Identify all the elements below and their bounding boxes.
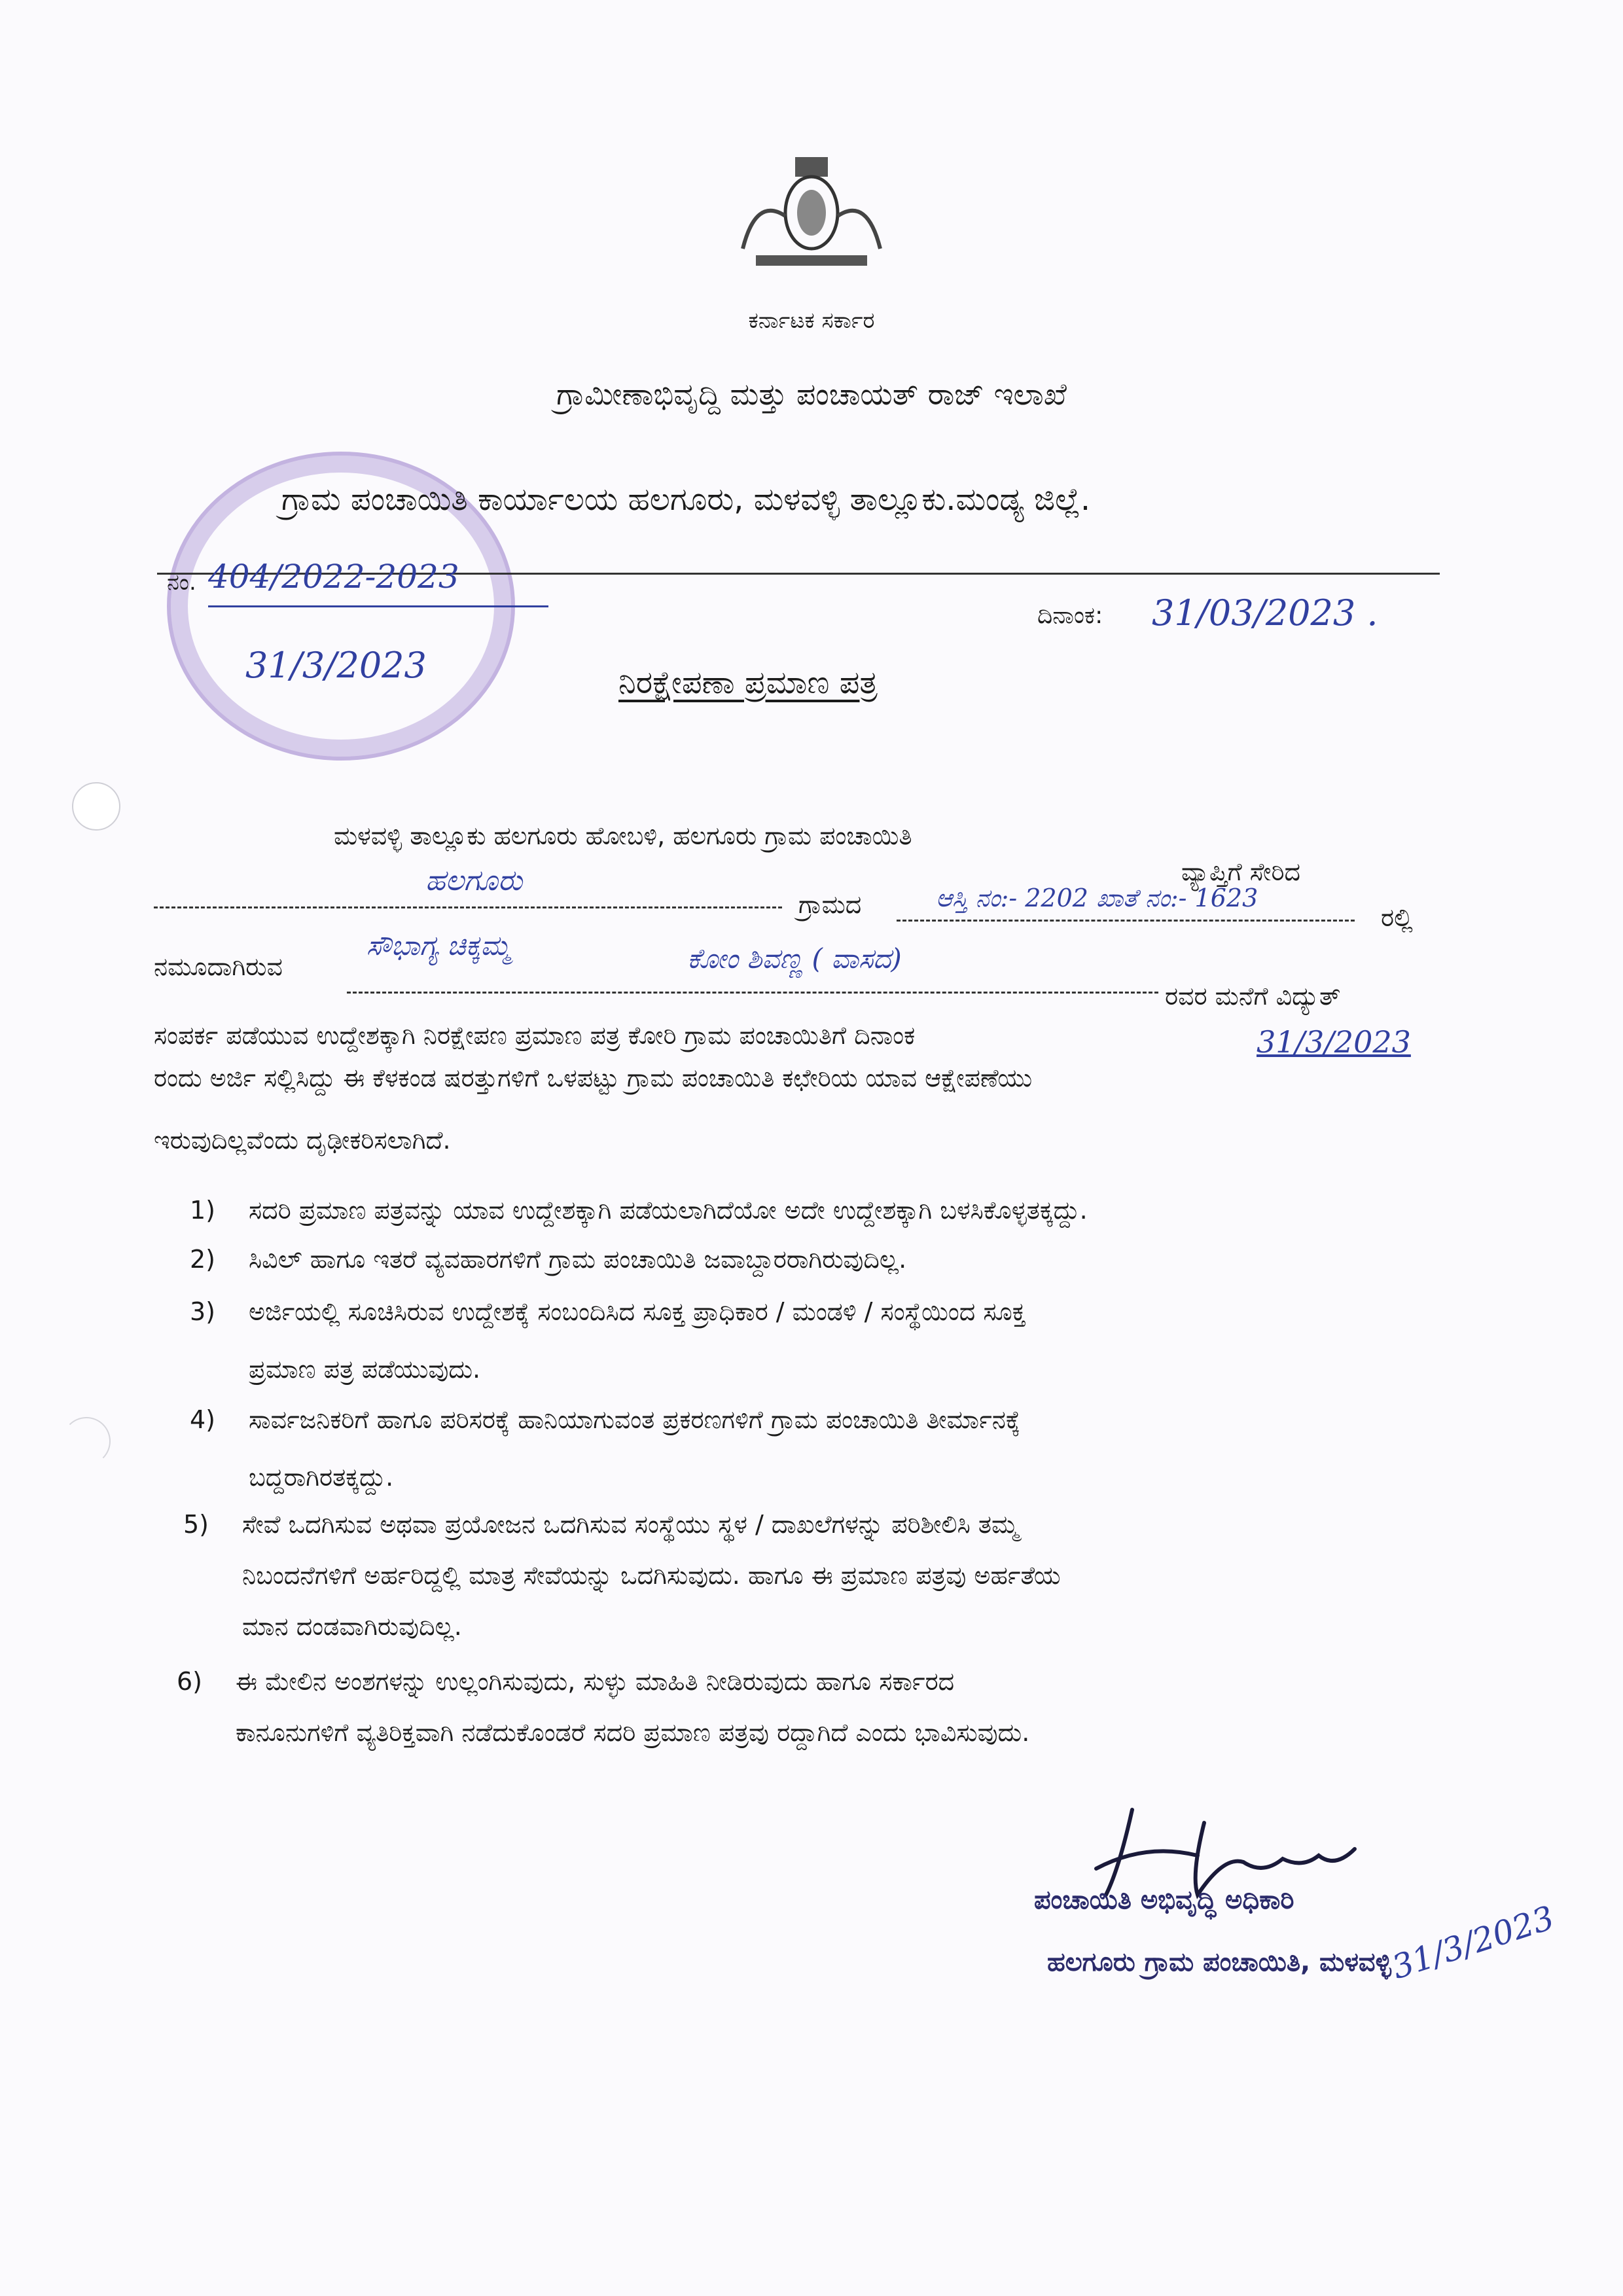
condition-text: ಸದರಿ ಪ್ರಮಾಣ ಪತ್ರವನ್ನು ಯಾವ ಉದ್ದೇಶಕ್ಕಾಗಿ ಪಡೆಯಲಾಗಿದೆಯೋ ಅದೇ ಉದ್ದೇಶಕ್ಕಾಗಿ ಬಳಸಿಕೊಳ್ಳತಕ್ಕದ್ದು. xyxy=(249,1196,1088,1225)
condition-number: 1) xyxy=(190,1196,216,1225)
condition-text: ಅರ್ಜಿಯಲ್ಲಿ ಸೂಚಿಸಿರುವ ಉದ್ದೇಶಕ್ಕೆ ಸಂಬಂದಿಸಿದ ಸೂಕ್ತ ಪ್ರಾಧಿಕಾರ / ಮಂಡಳಿ / ಸಂಸ್ಥೆಯಿಂದ ಸೂಕ್ತ xyxy=(249,1297,1026,1326)
karnataka-emblem-icon xyxy=(730,157,893,275)
body-line: ರಂದು ಅರ್ಜಿ ಸಲ್ಲಿಸಿದ್ದು ಈ ಕೆಳಕಂಡ ಷರತ್ತುಗಳಿಗೆ ಒಳಪಟ್ಟು ಗ್ರಾಮ ಪಂಚಾಯಿತಿ ಕಛೇರಿಯ ಯಾವ ಆಕ್ಷೇಪಣೆಯು xyxy=(154,1064,1033,1092)
signatory-title: ಪಂಚಾಯಿತಿ ಅಭಿವೃದ್ಧಿ ಅಧಿಕಾರಿ xyxy=(1034,1885,1294,1915)
punch-hole xyxy=(62,1417,111,1465)
application-date: 31/3/2023 xyxy=(1257,1024,1411,1060)
body-line: ಸಂಪರ್ಕ ಪಡೆಯುವ ಉದ್ದೇಶಕ್ಕಾಗಿ ನಿರಕ್ಷೇಪಣ ಪ್ರಮಾಣ ಪತ್ರ ಕೋರಿ ಗ್ರಾಮ ಪಂಚಾಯಿತಿಗೆ ದಿನಾಂಕ xyxy=(154,1021,916,1050)
condition-text: ಮಾನ ದಂಡವಾಗಿರುವುದಿಲ್ಲ. xyxy=(242,1612,462,1641)
signatory-office: ಹಲಗೂರು ಗ್ರಾಮ ಪಂಚಾಯಿತಿ, ಮಳವಳ್ಳಿ xyxy=(1047,1947,1391,1977)
body-line: ರವರ ಮನೆಗೆ ವಿದ್ಯುತ್ xyxy=(1165,982,1341,1011)
property-blank xyxy=(897,920,1355,922)
condition-item xyxy=(183,1505,1061,1645)
reference-no-value: 404/2022-2023 xyxy=(208,558,459,596)
condition-text: ಸೇವೆ ಒದಗಿಸುವ ಅಥವಾ ಪ್ರಯೋಜನ ಒದಗಿಸುವ ಸಂಸ್ಥೆಯು ಸ್ಥಳ / ದಾಖಲೆಗಳನ್ನು ಪರಿಶೀಲಿಸಿ ತಮ್ಮ xyxy=(242,1510,1019,1539)
condition-item xyxy=(190,1293,1026,1388)
date-label: ದಿನಾಂಕ: xyxy=(1037,602,1103,629)
condition-item xyxy=(190,1240,906,1278)
reference-no-label: ನಂ. xyxy=(167,569,196,596)
government-name: ಕರ್ನಾಟಕ ಸರ್ಕಾರ xyxy=(748,308,875,334)
condition-text: ಸಿವಿಲ್ ಹಾಗೂ ಇತರೆ ವ್ಯವಹಾರಗಳಿಗೆ ಗ್ರಾಮ ಪಂಚಾಯಿತಿ ಜವಾಬ್ದಾರರಾಗಿರುವುದಿಲ್ಲ. xyxy=(249,1245,907,1274)
condition-text: ಈ ಮೇಲಿನ ಅಂಶಗಳನ್ನು ಉಲ್ಲಂಗಿಸುವುದು, ಸುಳ್ಳು ಮಾಹಿತಿ ನೀಡಿರುವುದು ಹಾಗೂ ಸರ್ಕಾರದ xyxy=(236,1667,955,1696)
owner-name: ಸೌಭಾಗ್ಯ ಚಿಕ್ಕಮ್ಮ xyxy=(366,929,511,961)
condition-text: ಕಾನೂನುಗಳಿಗೆ ವ್ಯತಿರಿಕ್ತವಾಗಿ ನಡೆದುಕೊಂಡರೆ ಸದರಿ ಪ್ರಮಾಣ ಪತ್ರವು ರದ್ದಾಗಿದೆ ಎಂದು ಭಾವಿಸುವುದು. xyxy=(236,1718,1030,1747)
condition-text: ಪ್ರಮಾಣ ಪತ್ರ ಪಡೆಯುವುದು. xyxy=(249,1355,481,1384)
body-line: ಇರುವುದಿಲ್ಲವೆಂದು ದೃಢೀಕರಿಸಲಾಗಿದೆ. xyxy=(154,1126,451,1155)
body-line: ನಮೂದಾಗಿರುವ xyxy=(154,952,283,981)
stamp-date: 31/3/2023 xyxy=(245,645,427,686)
body-line: ರಲ್ಲಿ xyxy=(1381,903,1413,932)
condition-number: 4) xyxy=(190,1405,216,1434)
department-name: ಗ್ರಾಮೀಣಾಭಿವೃದ್ದಿ ಮತ್ತು ಪಂಚಾಯತ್ ರಾಜ್ ಇಲಾಖೆ xyxy=(556,376,1067,412)
name-blank xyxy=(347,992,1158,994)
signature-date: 31/3/2023 xyxy=(1387,1898,1559,1987)
condition-number: 6) xyxy=(177,1667,203,1696)
office-name: ಗ್ರಾಮ ಪಂಚಾಯಿತಿ ಕಾರ್ಯಾಲಯ ಹಲಗೂರು, ಮಳವಳ್ಳಿ ತಾಲ್ಲೂಕು.ಮಂಡ್ಯ ಜಿಲ್ಲೆ. xyxy=(281,481,1091,518)
condition-text: ಸಾರ್ವಜನಿಕರಿಗೆ ಹಾಗೂ ಪರಿಸರಕ್ಕೆ ಹಾನಿಯಾಗುವಂತ ಪ್ರಕರಣಗಳಿಗೆ ಗ್ರಾಮ ಪಂಚಾಯಿತಿ ತೀರ್ಮಾನಕ್ಕೆ xyxy=(249,1405,1021,1434)
condition-number: 5) xyxy=(183,1510,209,1539)
condition-number: 2) xyxy=(190,1245,216,1274)
punch-hole xyxy=(72,782,120,831)
village-name: ಹಲಗೂರು xyxy=(425,864,523,897)
condition-number: 3) xyxy=(190,1297,216,1326)
condition-text: ಬದ್ದರಾಗಿರತಕ್ಕದ್ದು. xyxy=(249,1463,394,1492)
body-line: ಮಳವಳ್ಳಿ ತಾಲ್ಲೂಕು ಹಲಗೂರು ಹೋಬಳಿ, ಹಲಗೂರು ಗ್ರಾಮ ಪಂಚಾಯಿತಿ xyxy=(334,821,912,850)
village-blank xyxy=(154,906,782,908)
condition-item xyxy=(190,1191,1088,1229)
owner-name-2: ಕೋಂ ಶಿವಣ್ಣ ( ವಾಸದ) xyxy=(687,942,902,975)
condition-item xyxy=(177,1662,1029,1751)
village-label: ಗ್ರಾಮದ xyxy=(798,890,862,919)
date-value: 31/03/2023 . xyxy=(1152,592,1378,634)
body-line: ವ್ಯಾಪ್ತಿಗೆ ಸೇರಿದ xyxy=(1181,857,1301,886)
reference-underline xyxy=(208,605,548,607)
condition-text: ನಿಬಂದನೆಗಳಿಗೆ ಅರ್ಹರಿದ್ದಲ್ಲಿ ಮಾತ್ರ ಸೇವೆಯನ್ನು ಒದಗಿಸುವುದು. ಹಾಗೂ ಈ ಪ್ರಮಾಣ ಪತ್ರವು ಅರ್ಹತೆಯ xyxy=(242,1561,1061,1590)
property-number: ಆಸ್ತಿ ನಂ:- 2202 ಖಾತೆ ನಂ:- 1623 xyxy=(936,884,1258,912)
document-title: ನಿರಕ್ಷೇಪಣಾ ಪ್ರಮಾಣ ಪತ್ರ xyxy=(618,664,878,701)
condition-item xyxy=(190,1401,1020,1496)
